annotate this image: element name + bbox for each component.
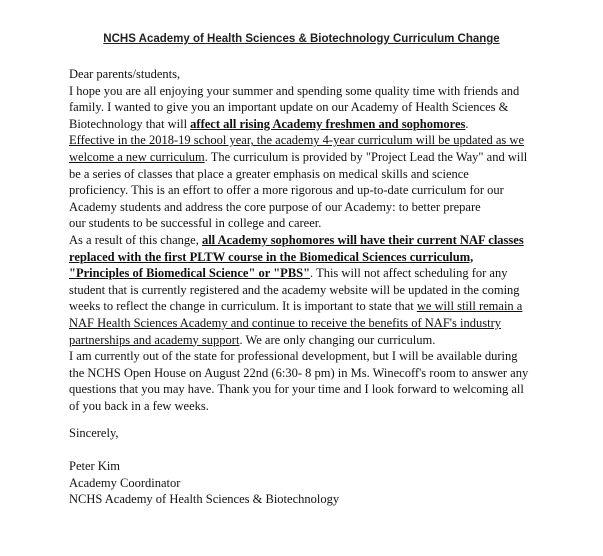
p2-line-7-text: . We are only changing our curriculum. xyxy=(239,332,436,347)
p1-line-8: Academy students and address the core purpose of our Academy: to better prepare xyxy=(69,199,481,214)
emphasis-new-curriculum: welcome a new curriculum xyxy=(69,149,205,164)
p1-line-5 xyxy=(69,149,549,166)
p2-line-3-text: . This will not affect scheduling for any xyxy=(310,266,508,281)
letter-title: NCHS Academy of Health Sciences & Biotechnology Curriculum Change xyxy=(103,33,500,45)
p2-line-2: replaced with the first PLTW course in the Biomedical Sciences curriculum, xyxy=(69,249,474,264)
emphasis-partnerships: partnerships and academy support xyxy=(69,332,240,347)
p2-line-1 xyxy=(69,232,549,249)
emphasis-affected-students: affect all rising Academy freshmen and sophomores xyxy=(190,116,466,131)
p2-line-5-text: weeks to reflect the change in curriculum. It is important to state that xyxy=(69,299,417,314)
p1-line-3-end: . xyxy=(465,116,469,131)
p1-line-3 xyxy=(69,116,549,133)
p2-line-6: NAF Health Sciences Academy and continue to receive the benefits of NAF's industry xyxy=(69,315,502,330)
p1-line-6: be a series of classes that place a greater emphasis on medical skills and science xyxy=(69,166,469,181)
p3-line-4: of you back in a few weeks. xyxy=(69,398,209,413)
p1-line-4: Effective in the 2018-19 school year, the academy 4-year curriculum will be updated as we xyxy=(69,133,524,148)
emphasis-sophomores: all Academy sophomores will have their current NAF classes xyxy=(201,232,524,247)
p2-line-3 xyxy=(69,265,549,282)
signature-name: Peter Kim xyxy=(69,459,121,473)
p3-line-3: questions that you may have. Thank you for your time and I look forward to welcoming all xyxy=(69,382,524,397)
p1-line-7: proficiency. This is an effort to offer a more rigorous and up-to-date curriculum for our xyxy=(69,183,504,198)
p2-line-1-text: As a result of this change, xyxy=(69,232,202,247)
greeting: Dear parents/students, xyxy=(69,67,181,81)
p3-line-2: the NCHS Open House on August 22nd (6:30- 8 pm) in Ms. Winecoff's room to answer any xyxy=(69,365,529,380)
p1-line-3-text: Biotechnology that will xyxy=(69,116,191,131)
p3-line-1: I am currently out of the state for professional development, but I will be available during xyxy=(69,349,518,364)
signature-org: NCHS Academy of Health Sciences & Biotechnology xyxy=(69,492,340,506)
p2-line-7 xyxy=(69,332,549,349)
letter-body xyxy=(69,66,549,414)
emphasis-remain-naf: we will still remain a xyxy=(416,299,523,314)
p1-line-5-text: . The curriculum is provided by "Project Lead the Way" and will xyxy=(204,149,528,164)
p1-line-9: our students to be successful in college and career. xyxy=(69,216,322,231)
p1-line-1: I hope you are all enjoying your summer and spending some quality time with friends and xyxy=(69,83,520,98)
signature-role: Academy Coordinator xyxy=(69,476,181,490)
emphasis-course-name: "Principles of Biomedical Science" or "PBS" xyxy=(69,266,311,281)
p2-line-5 xyxy=(69,298,549,315)
p1-line-2: family. I wanted to give you an important update on our Academy of Health Sciences & xyxy=(69,100,509,115)
closing: Sincerely, xyxy=(69,426,119,440)
p2-line-4: student that is currently registered and the academy website will be updated in the coming xyxy=(69,282,520,297)
